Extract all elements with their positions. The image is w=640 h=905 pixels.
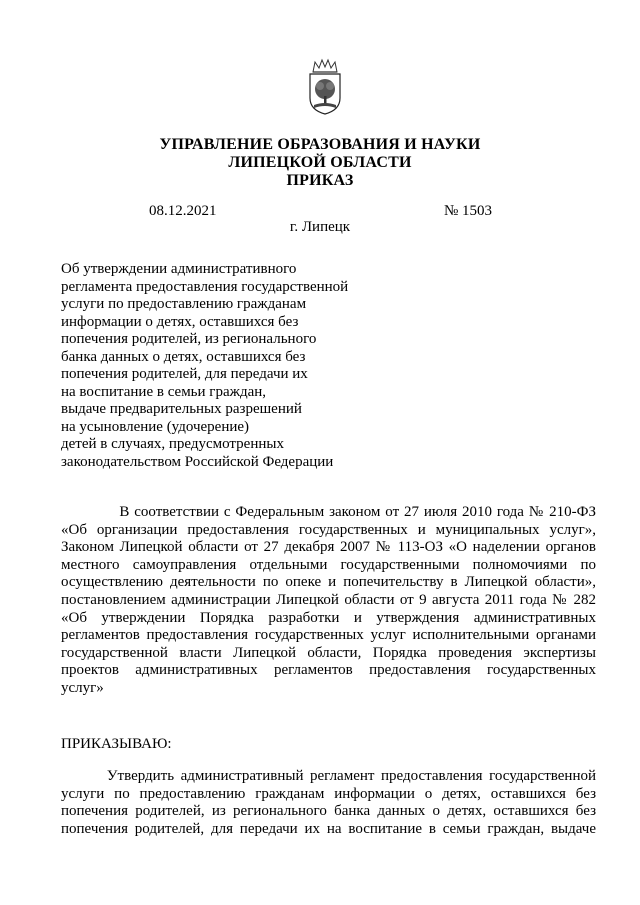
order-city: г. Липецк bbox=[289, 219, 351, 235]
coat-of-arms-icon bbox=[305, 58, 345, 116]
order-line: попечения родителей, из регионального банка данных о детях, оставшихся без bbox=[61, 803, 596, 820]
organization-name-line1: УПРАВЛЕНИЕ ОБРАЗОВАНИЯ И НАУКИ bbox=[159, 136, 481, 153]
preamble-line: «Об организации предоставления государственных и муниципальных услуг», bbox=[61, 521, 596, 538]
preamble-paragraph bbox=[61, 504, 596, 698]
order-line: услуги по предоставлению гражданам информации о детях, оставшихся без bbox=[61, 785, 596, 802]
order-number: № 1503 bbox=[444, 203, 493, 219]
subject-line: на усыновление (удочерение) bbox=[61, 418, 250, 435]
preamble-line: «Об утверждении Порядка разработки и утверждения административных bbox=[61, 609, 596, 626]
subject-line: регламента предоставления государственной bbox=[61, 278, 349, 295]
preamble-line: местного самоуправления отдельными государственными полномочиями по bbox=[61, 556, 596, 573]
preamble-line: В соответствии с Федеральным законом от 27 июля 2010 года № 210-ФЗ bbox=[61, 504, 596, 520]
preamble-line: Законом Липецкой области от 27 декабря 2007 № 113-ОЗ «О наделении органов bbox=[61, 539, 596, 556]
subject-line: на воспитание в семьи граждан, bbox=[61, 383, 267, 400]
subject-line: банка данных о детях, оставшихся без bbox=[61, 348, 306, 365]
preamble-line: постановлением администрации Липецкой области от 9 августа 2011 года № 282 bbox=[61, 591, 596, 608]
order-date: 08.12.2021 bbox=[149, 203, 217, 219]
order-line: Утвердить административный регламент предоставления государственной bbox=[61, 768, 596, 784]
preamble-line: регламентов предоставления государственных услуг исполнительными органами bbox=[61, 627, 596, 644]
preamble-line: государственной власти Липецкой области, Порядка проведения экспертизы bbox=[61, 644, 596, 661]
preamble-line: осуществлению деятельности по опеке и попечительству в Липецкой области», bbox=[61, 574, 596, 591]
organization-name-line2: ЛИПЕЦКОЙ ОБЛАСТИ bbox=[228, 154, 412, 171]
subject-line: Об утверждении административного bbox=[61, 261, 297, 277]
subject-line: законодательством Российской Федерации bbox=[61, 453, 334, 470]
preamble-line: проектов административных регламентов предоставления государственных bbox=[61, 662, 596, 679]
subject-line: попечения родителей, из регионального bbox=[61, 331, 317, 347]
subject-line: выдаче предварительных разрешений bbox=[61, 401, 302, 417]
document-type: ПРИКАЗ bbox=[286, 172, 354, 189]
order-line: попечения родителей, для передачи их на воспитание в семьи граждан, выдаче bbox=[61, 820, 596, 837]
subject-line: информации о детях, оставшихся без bbox=[61, 313, 299, 330]
preamble-line: услуг» bbox=[61, 679, 104, 696]
subject-line: услуги по предоставлению гражданам bbox=[61, 296, 307, 312]
order-directive-word: ПРИКАЗЫВАЮ: bbox=[61, 736, 172, 752]
order-paragraph bbox=[61, 768, 596, 838]
order-subject bbox=[61, 261, 381, 471]
subject-line: попечения родителей, для передачи их bbox=[61, 366, 308, 382]
subject-line: детей в случаях, предусмотренных bbox=[61, 436, 284, 452]
